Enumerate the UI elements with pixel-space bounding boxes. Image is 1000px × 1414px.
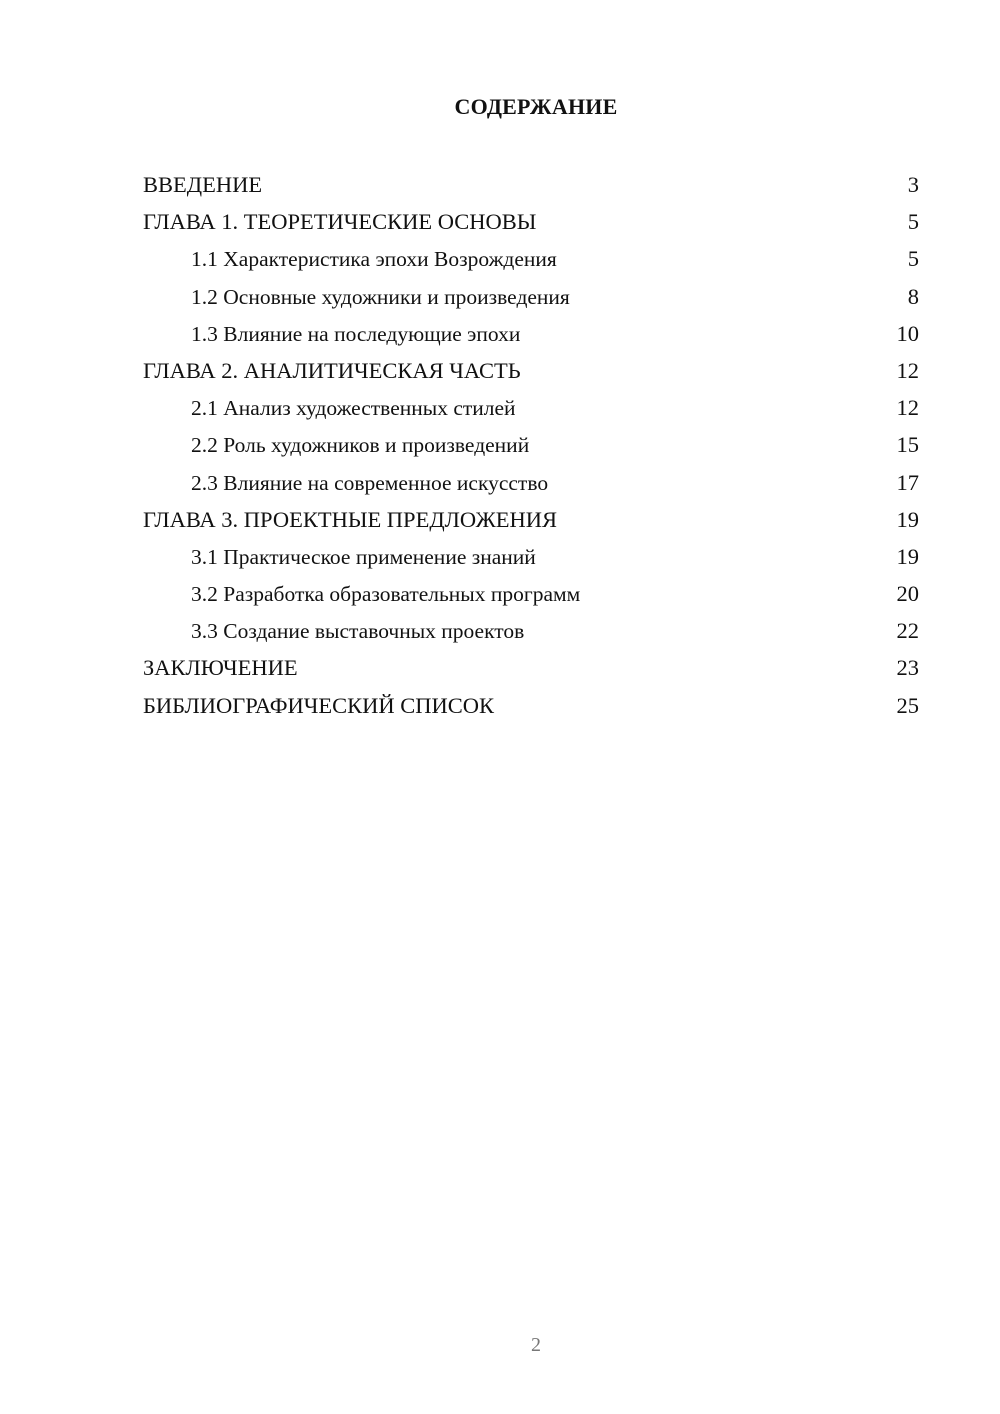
toc-entry-section-2-1[interactable]	[143, 389, 919, 426]
toc-entry-section-2-3[interactable]	[143, 464, 919, 501]
toc-entry-label: БИБЛИОГРАФИЧЕСКИЙ СПИСОК	[143, 692, 495, 718]
toc-entry-page: 23	[896, 655, 919, 681]
toc-entry-chapter-2[interactable]	[143, 352, 919, 389]
toc-entry-section-3-1[interactable]	[143, 538, 919, 575]
toc-entry-label: 2.3 Влияние на современное искусство	[191, 470, 549, 495]
toc-entry-label: 3.3 Создание выставочных проектов	[191, 619, 525, 644]
toc-entry-chapter-1[interactable]	[143, 203, 919, 240]
toc-entry-page: 5	[907, 246, 919, 272]
toc-entry-page: 20	[896, 581, 919, 607]
toc-entry-introduction[interactable]	[143, 166, 919, 203]
toc-entry-section-1-1[interactable]	[143, 240, 919, 277]
toc-entry-page: 19	[896, 506, 919, 532]
toc-entry-bibliography[interactable]	[143, 687, 919, 724]
toc-entry-label: ВВЕДЕНИЕ	[143, 172, 263, 197]
toc-entry-label: 3.1 Практическое применение знаний	[191, 544, 536, 569]
toc-entry-page: 25	[896, 692, 919, 718]
toc-entry-label: ГЛАВА 3. ПРОЕКТНЫЕ ПРЕДЛОЖЕНИЯ	[143, 506, 558, 532]
toc-entry-chapter-3[interactable]	[143, 501, 919, 538]
toc-entry-label: 2.1 Анализ художественных стилей	[191, 396, 516, 421]
page-number: 2	[531, 1334, 541, 1356]
toc-entry-page: 17	[896, 469, 919, 495]
toc-entry-label: ГЛАВА 1. ТЕОРЕТИЧЕСКИЕ ОСНОВЫ	[143, 209, 537, 235]
toc-entry-page: 12	[896, 395, 919, 421]
toc-entry-page: 15	[896, 432, 919, 458]
toc-entry-page: 3	[907, 172, 919, 197]
toc-entry-section-3-2[interactable]	[143, 575, 919, 612]
toc-entry-label: 1.3 Влияние на последующие эпохи	[191, 321, 521, 346]
toc-entry-section-1-3[interactable]	[143, 315, 919, 352]
toc-entry-page: 22	[896, 618, 919, 644]
toc-entry-section-2-2[interactable]	[143, 426, 919, 463]
page-title: СОДЕРЖАНИЕ	[454, 94, 618, 119]
toc-entry-label: 1.1 Характеристика эпохи Возрождения	[191, 247, 557, 272]
toc-entry-page: 12	[896, 357, 919, 383]
toc-entry-label: 2.2 Роль художников и произведений	[191, 433, 530, 458]
toc-entry-conclusion[interactable]	[143, 649, 919, 686]
toc-entry-page: 5	[907, 209, 919, 235]
toc-entry-page: 19	[896, 543, 919, 569]
toc-entry-label: 1.2 Основные художники и произведения	[191, 284, 570, 309]
toc-entry-label: 3.2 Разработка образовательных программ	[191, 582, 581, 607]
toc-entry-section-3-3[interactable]	[143, 612, 919, 649]
toc-entry-page: 10	[896, 320, 919, 346]
toc-entry-page: 8	[907, 283, 919, 309]
toc-entry-section-1-2[interactable]	[143, 278, 919, 315]
toc-entry-label: ГЛАВА 2. АНАЛИТИЧЕСКАЯ ЧАСТЬ	[143, 357, 521, 383]
toc-entry-label: ЗАКЛЮЧЕНИЕ	[143, 655, 298, 681]
table-of-contents	[143, 166, 919, 724]
